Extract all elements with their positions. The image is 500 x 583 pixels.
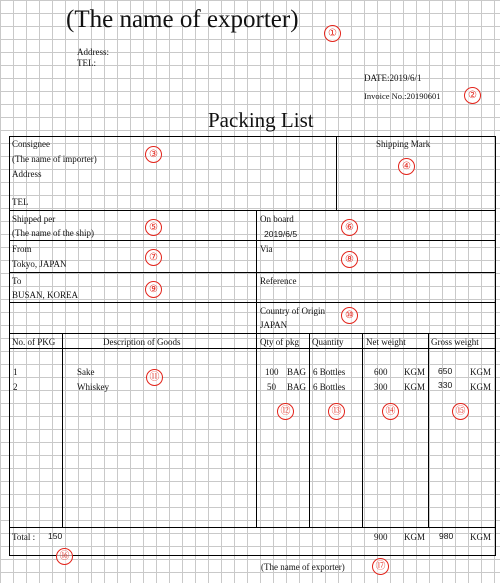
marker-16: ⑯	[56, 548, 73, 565]
shipped-per-label: Shipped per	[12, 214, 56, 224]
row-description: Sake	[77, 367, 95, 377]
row-unit: BAG	[287, 367, 307, 377]
marker-3: ③	[145, 146, 162, 163]
on-board-label: On board	[260, 214, 294, 224]
row-net-weight: 600	[374, 367, 388, 377]
row-gross-weight: 650	[438, 366, 453, 376]
total-label: Total :	[12, 532, 36, 542]
total-net-unit: KGM	[404, 532, 426, 542]
marker-13: ⑬	[328, 403, 345, 420]
marker-1: ①	[324, 25, 341, 42]
total-gross-unit: KGM	[470, 532, 492, 542]
marker-5: ⑤	[145, 219, 162, 236]
document-title: Packing List	[208, 108, 314, 132]
on-board-date: 2019/6/5	[264, 229, 298, 239]
row-description: Whiskey	[77, 382, 109, 392]
row-number: 2	[13, 382, 18, 392]
from-label: From	[12, 244, 32, 254]
exporter-signature: (The name of exporter)	[261, 562, 345, 572]
shipping-mark-label: Shipping Mark	[376, 139, 431, 149]
col-header-qty-pkg: Qty of pkg	[260, 337, 299, 347]
invoice-number: Invoice No.:20190601	[364, 91, 441, 101]
tel-label: TEL:	[77, 58, 96, 68]
row-number: 1	[13, 367, 18, 377]
consignee-address-label: Address	[12, 169, 42, 179]
country-of-origin-value: JAPAN	[260, 320, 288, 330]
row-unit: BAG	[287, 382, 307, 392]
row-net-unit: KGM	[404, 367, 426, 377]
marker-10: ⑩	[341, 307, 358, 324]
row-gross-unit: KGM	[470, 367, 492, 377]
marker-15: ⑮	[452, 403, 469, 420]
marker-14: ⑭	[382, 403, 399, 420]
marker-7: ⑦	[145, 249, 162, 266]
marker-9: ⑨	[145, 281, 162, 298]
row-qty: 100	[265, 367, 279, 377]
address-label: Address:	[77, 47, 109, 57]
row-net-unit: KGM	[404, 382, 426, 392]
marker-12: ⑫	[277, 403, 294, 420]
ship-name: (The name of the ship)	[12, 228, 94, 238]
col-header-gross-weight: Gross weight	[431, 337, 479, 347]
total-net-weight: 900	[374, 532, 388, 542]
marker-17: ⑰	[372, 558, 389, 575]
via-label: Via	[260, 244, 273, 254]
col-header-description: Description of Goods	[103, 337, 181, 347]
marker-11: ⑪	[146, 369, 163, 386]
exporter-name: (The name of exporter)	[66, 6, 299, 33]
total-gross-weight: 980	[439, 531, 454, 541]
row-net-weight: 300	[374, 382, 388, 392]
marker-2: ②	[464, 87, 481, 104]
from-value: Tokyo, JAPAN	[12, 259, 67, 269]
consignee-label: Consignee	[12, 139, 50, 149]
col-header-pkg: No. of PKG	[12, 337, 56, 347]
to-value: BUSAN, KOREA	[12, 290, 79, 300]
row-gross-weight: 330	[438, 380, 453, 390]
to-label: To	[12, 276, 22, 286]
total-pkg: 150	[48, 531, 63, 541]
row-quantity: 6 Bottles	[313, 367, 346, 377]
reference-label: Reference	[260, 276, 297, 286]
row-quantity: 6 Bottles	[313, 382, 346, 392]
col-header-net-weight: Net weight	[366, 337, 406, 347]
row-gross-unit: KGM	[470, 382, 492, 392]
marker-6: ⑥	[341, 219, 358, 236]
marker-4: ④	[398, 158, 415, 175]
importer-name: (The name of importer)	[12, 154, 97, 164]
marker-8: ⑧	[341, 251, 358, 268]
country-of-origin-label: Country of Origin	[260, 306, 325, 316]
consignee-tel-label: TEL	[12, 197, 29, 207]
col-header-quantity: Quantity	[312, 337, 344, 347]
row-qty: 50	[267, 382, 276, 392]
date-field: DATE:2019/6/1	[364, 73, 422, 83]
